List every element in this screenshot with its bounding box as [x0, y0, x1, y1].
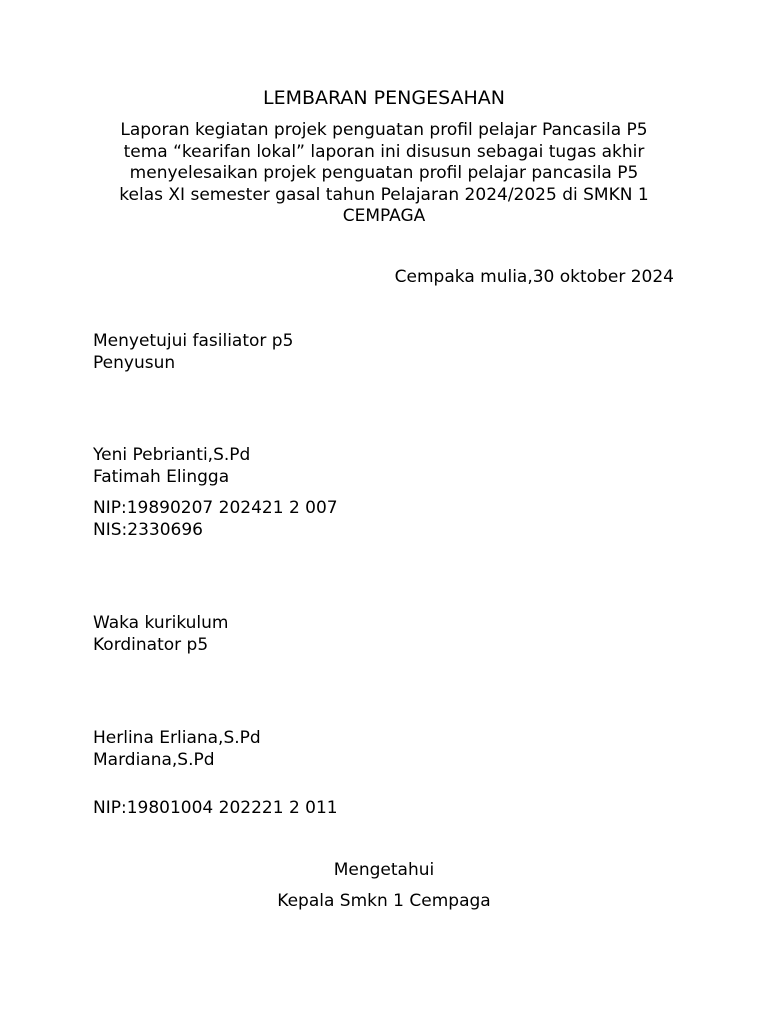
intro-line: CEMPAGA [342, 206, 426, 226]
intro-line: tema “kearifan lokal” laporan ini disusun sebagai tugas akhir [123, 141, 645, 162]
intro-paragraph [84, 120, 684, 228]
name-fasilitator: Yeni Pebrianti,S.Pd [93, 445, 251, 465]
signature-roles-1 [93, 331, 293, 374]
head-title: Kepala Smkn 1 Cempaga [277, 891, 491, 911]
nip-fasilitator: NIP:19890207 202421 2 007 [93, 498, 338, 518]
signature-names-2 [93, 728, 261, 771]
role-penyusun: Penyusun [93, 352, 176, 373]
role-waka-kurikulum: Waka kurikulum [93, 613, 229, 633]
name-waka-kurikulum: Herlina Erliana,S.Pd [93, 728, 261, 748]
intro-line: menyelesaikan projek penguatan profil pelajar pancasila P5 [129, 163, 639, 183]
nis-penyusun: NIS:2330696 [93, 519, 203, 540]
intro-line: Laporan kegiatan projek penguatan profil pelajar Pancasila P5 [120, 120, 648, 140]
role-fasilitator: Menyetujui fasiliator p5 [93, 331, 294, 351]
name-kordinator: Mardiana,S.Pd [93, 749, 215, 770]
signature-ids-1 [93, 498, 338, 541]
place-date: Cempaka mulia,30 oktober 2024 [394, 267, 674, 287]
acknowledge-label: Mengetahui [333, 860, 435, 880]
intro-line: kelas XI semester gasal tahun Pelajaran 2024/2025 di SMKN 1 [119, 184, 649, 205]
nip-waka-kurikulum: NIP:19801004 202221 2 011 [93, 798, 338, 818]
signature-roles-2 [93, 613, 228, 656]
name-penyusun: Fatimah Elingga [93, 466, 230, 487]
document-title: LEMBARAN PENGESAHAN [262, 87, 505, 109]
role-kordinator: Kordinator p5 [93, 634, 209, 655]
signature-names-1 [93, 445, 250, 488]
